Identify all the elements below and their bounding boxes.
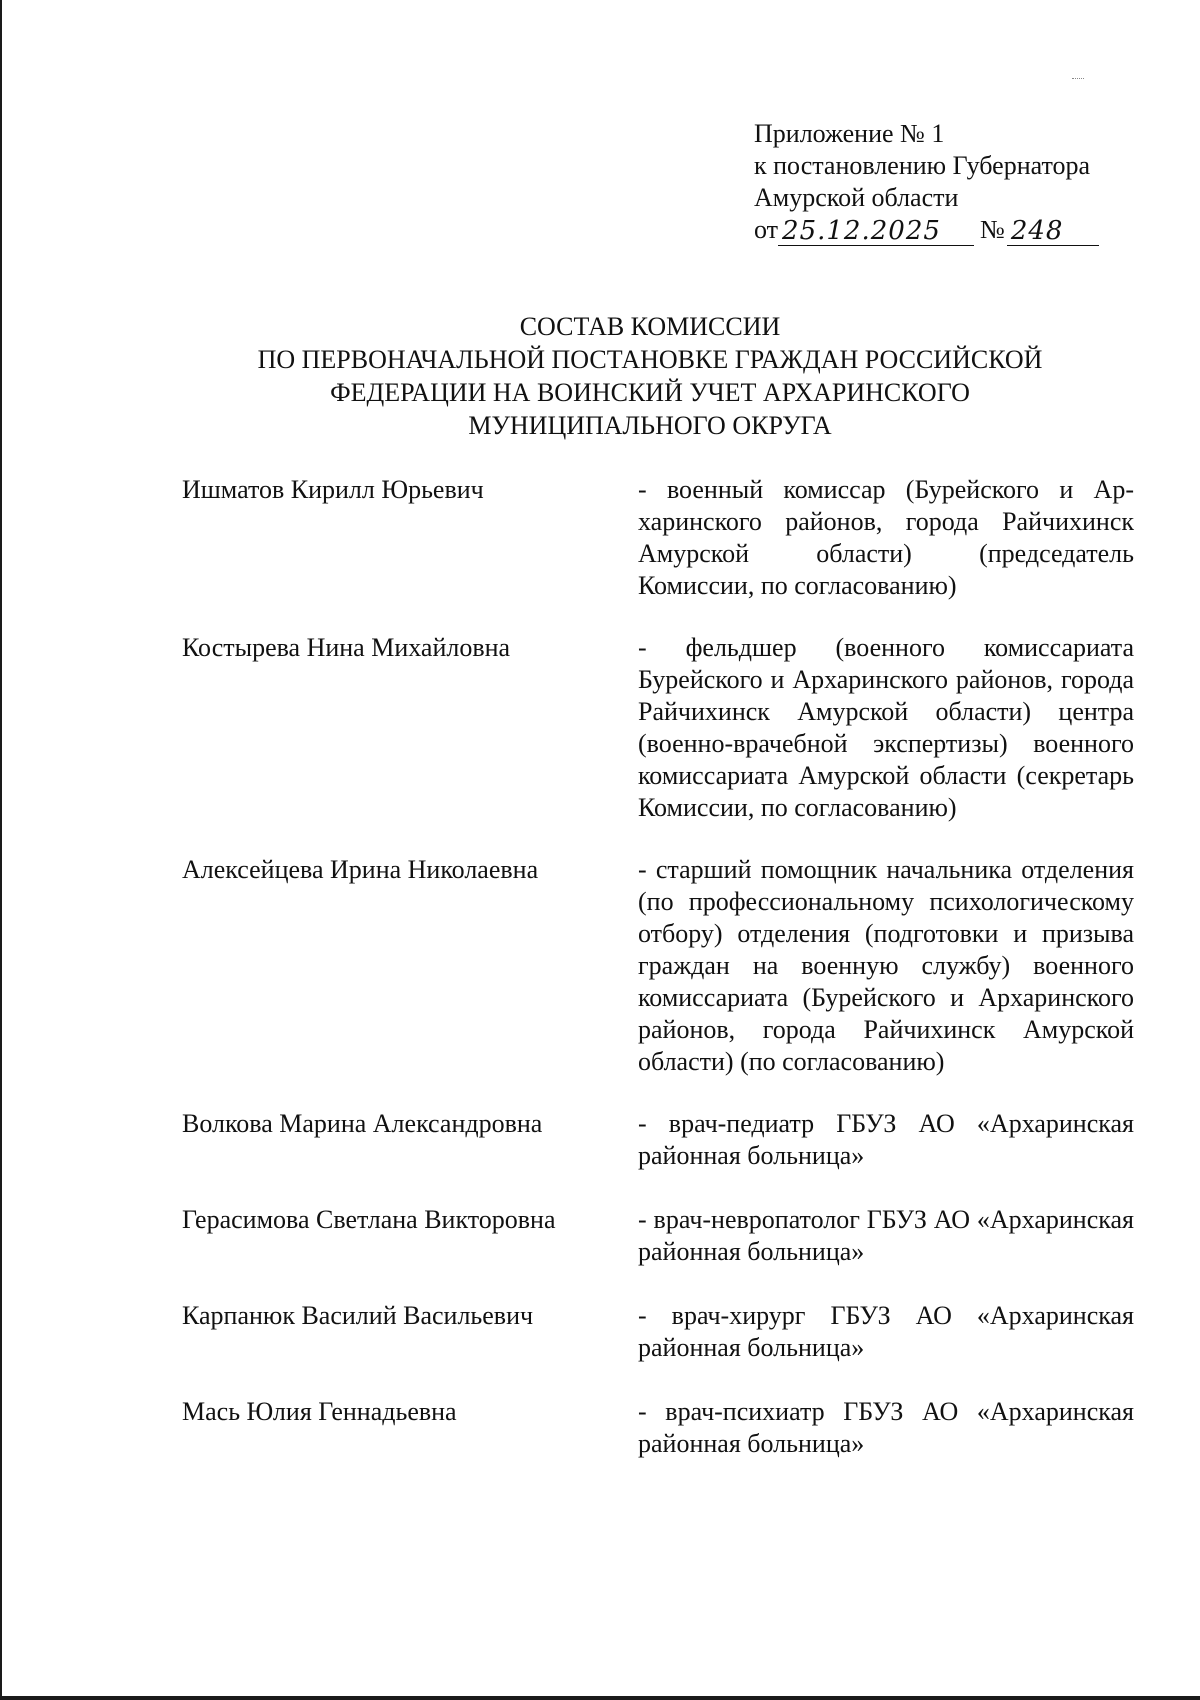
member-name: Мась Юлия Геннадьевна bbox=[182, 1397, 457, 1426]
member-name: Карпанюк Василий Васильевич bbox=[182, 1301, 534, 1330]
member-name: Алексейцева Ирина Николаевна bbox=[182, 855, 539, 884]
member-role: - врач-невропатолог ГБУЗ АО «Архаринская районная больница» bbox=[638, 1205, 1134, 1266]
member-row bbox=[182, 1204, 1138, 1268]
member-row bbox=[182, 1108, 1138, 1172]
appendix-reference: к постановлению Губернатора bbox=[754, 151, 1091, 180]
scan-edge-left bbox=[0, 0, 2, 1700]
member-role: - фельдшер (военного комиссариата Бурейского и Архаринского районов, города Райчихинск Амурской области) центра (военно-врачебной экспертизы) военного комиссариата Амурской области (секретарь Комиссии, по согласованию) bbox=[638, 633, 1134, 822]
scan-speck bbox=[1072, 78, 1084, 81]
member-name: Ишматов Кирилл Юрьевич bbox=[182, 475, 484, 504]
member-row bbox=[182, 1396, 1138, 1460]
handwritten-date: 25.12.2025 bbox=[778, 217, 974, 246]
scan-edge-bottom bbox=[0, 1696, 1200, 1700]
member-row bbox=[182, 632, 1138, 824]
appendix-date-number-line bbox=[754, 214, 1174, 246]
appendix-block bbox=[754, 118, 1174, 246]
member-row bbox=[182, 1300, 1138, 1364]
member-role: - врач-педиатр ГБУЗ АО «Архаринская районная больница» bbox=[638, 1109, 1134, 1170]
member-name: Волкова Марина Александровна bbox=[182, 1109, 543, 1138]
appendix-title: Приложение № 1 bbox=[754, 119, 945, 148]
from-label: от bbox=[754, 215, 779, 244]
title-line-1: СОСТАВ КОМИССИИ bbox=[519, 312, 781, 341]
title-line-2: ПО ПЕРВОНАЧАЛЬНОЙ ПОСТАНОВКЕ ГРАЖДАН РОССИЙСКОЙ bbox=[257, 345, 1043, 374]
handwritten-number: 248 bbox=[1007, 217, 1099, 246]
title-line-3: ФЕДЕРАЦИИ НА ВОИНСКИЙ УЧЕТ АРХАРИНСКОГО bbox=[330, 378, 970, 407]
number-label: № bbox=[980, 215, 1005, 244]
members-list bbox=[182, 474, 1138, 1460]
title-line-4: МУНИЦИПАЛЬНОГО ОКРУГА bbox=[468, 411, 832, 440]
member-role: - военный комиссар (Бурейского и Архаринского районов, города Райчихинск Амурской области) (председатель Комиссии, по согласованию) bbox=[638, 475, 1134, 600]
appendix-region: Амурской области bbox=[754, 183, 959, 212]
member-role: - старший помощник начальника отделения (по профессиональному психологическому отбору) отделения (подготовки и призыва граждан на военную службу) военного комиссариата (Бурейского и Архаринского районов, города Райчихинск Амурской области) (по согласованию) bbox=[638, 855, 1134, 1076]
member-role: - врач-хирург ГБУЗ АО «Архаринская районная больница» bbox=[638, 1301, 1134, 1362]
member-name: Герасимова Светлана Викторовна bbox=[182, 1205, 556, 1234]
member-row bbox=[182, 474, 1138, 602]
member-name: Костырева Нина Михайловна bbox=[182, 633, 511, 662]
document-title bbox=[150, 310, 1150, 442]
member-row bbox=[182, 854, 1138, 1078]
member-role: - врач-психиатр ГБУЗ АО «Архаринская районная больница» bbox=[638, 1397, 1134, 1458]
